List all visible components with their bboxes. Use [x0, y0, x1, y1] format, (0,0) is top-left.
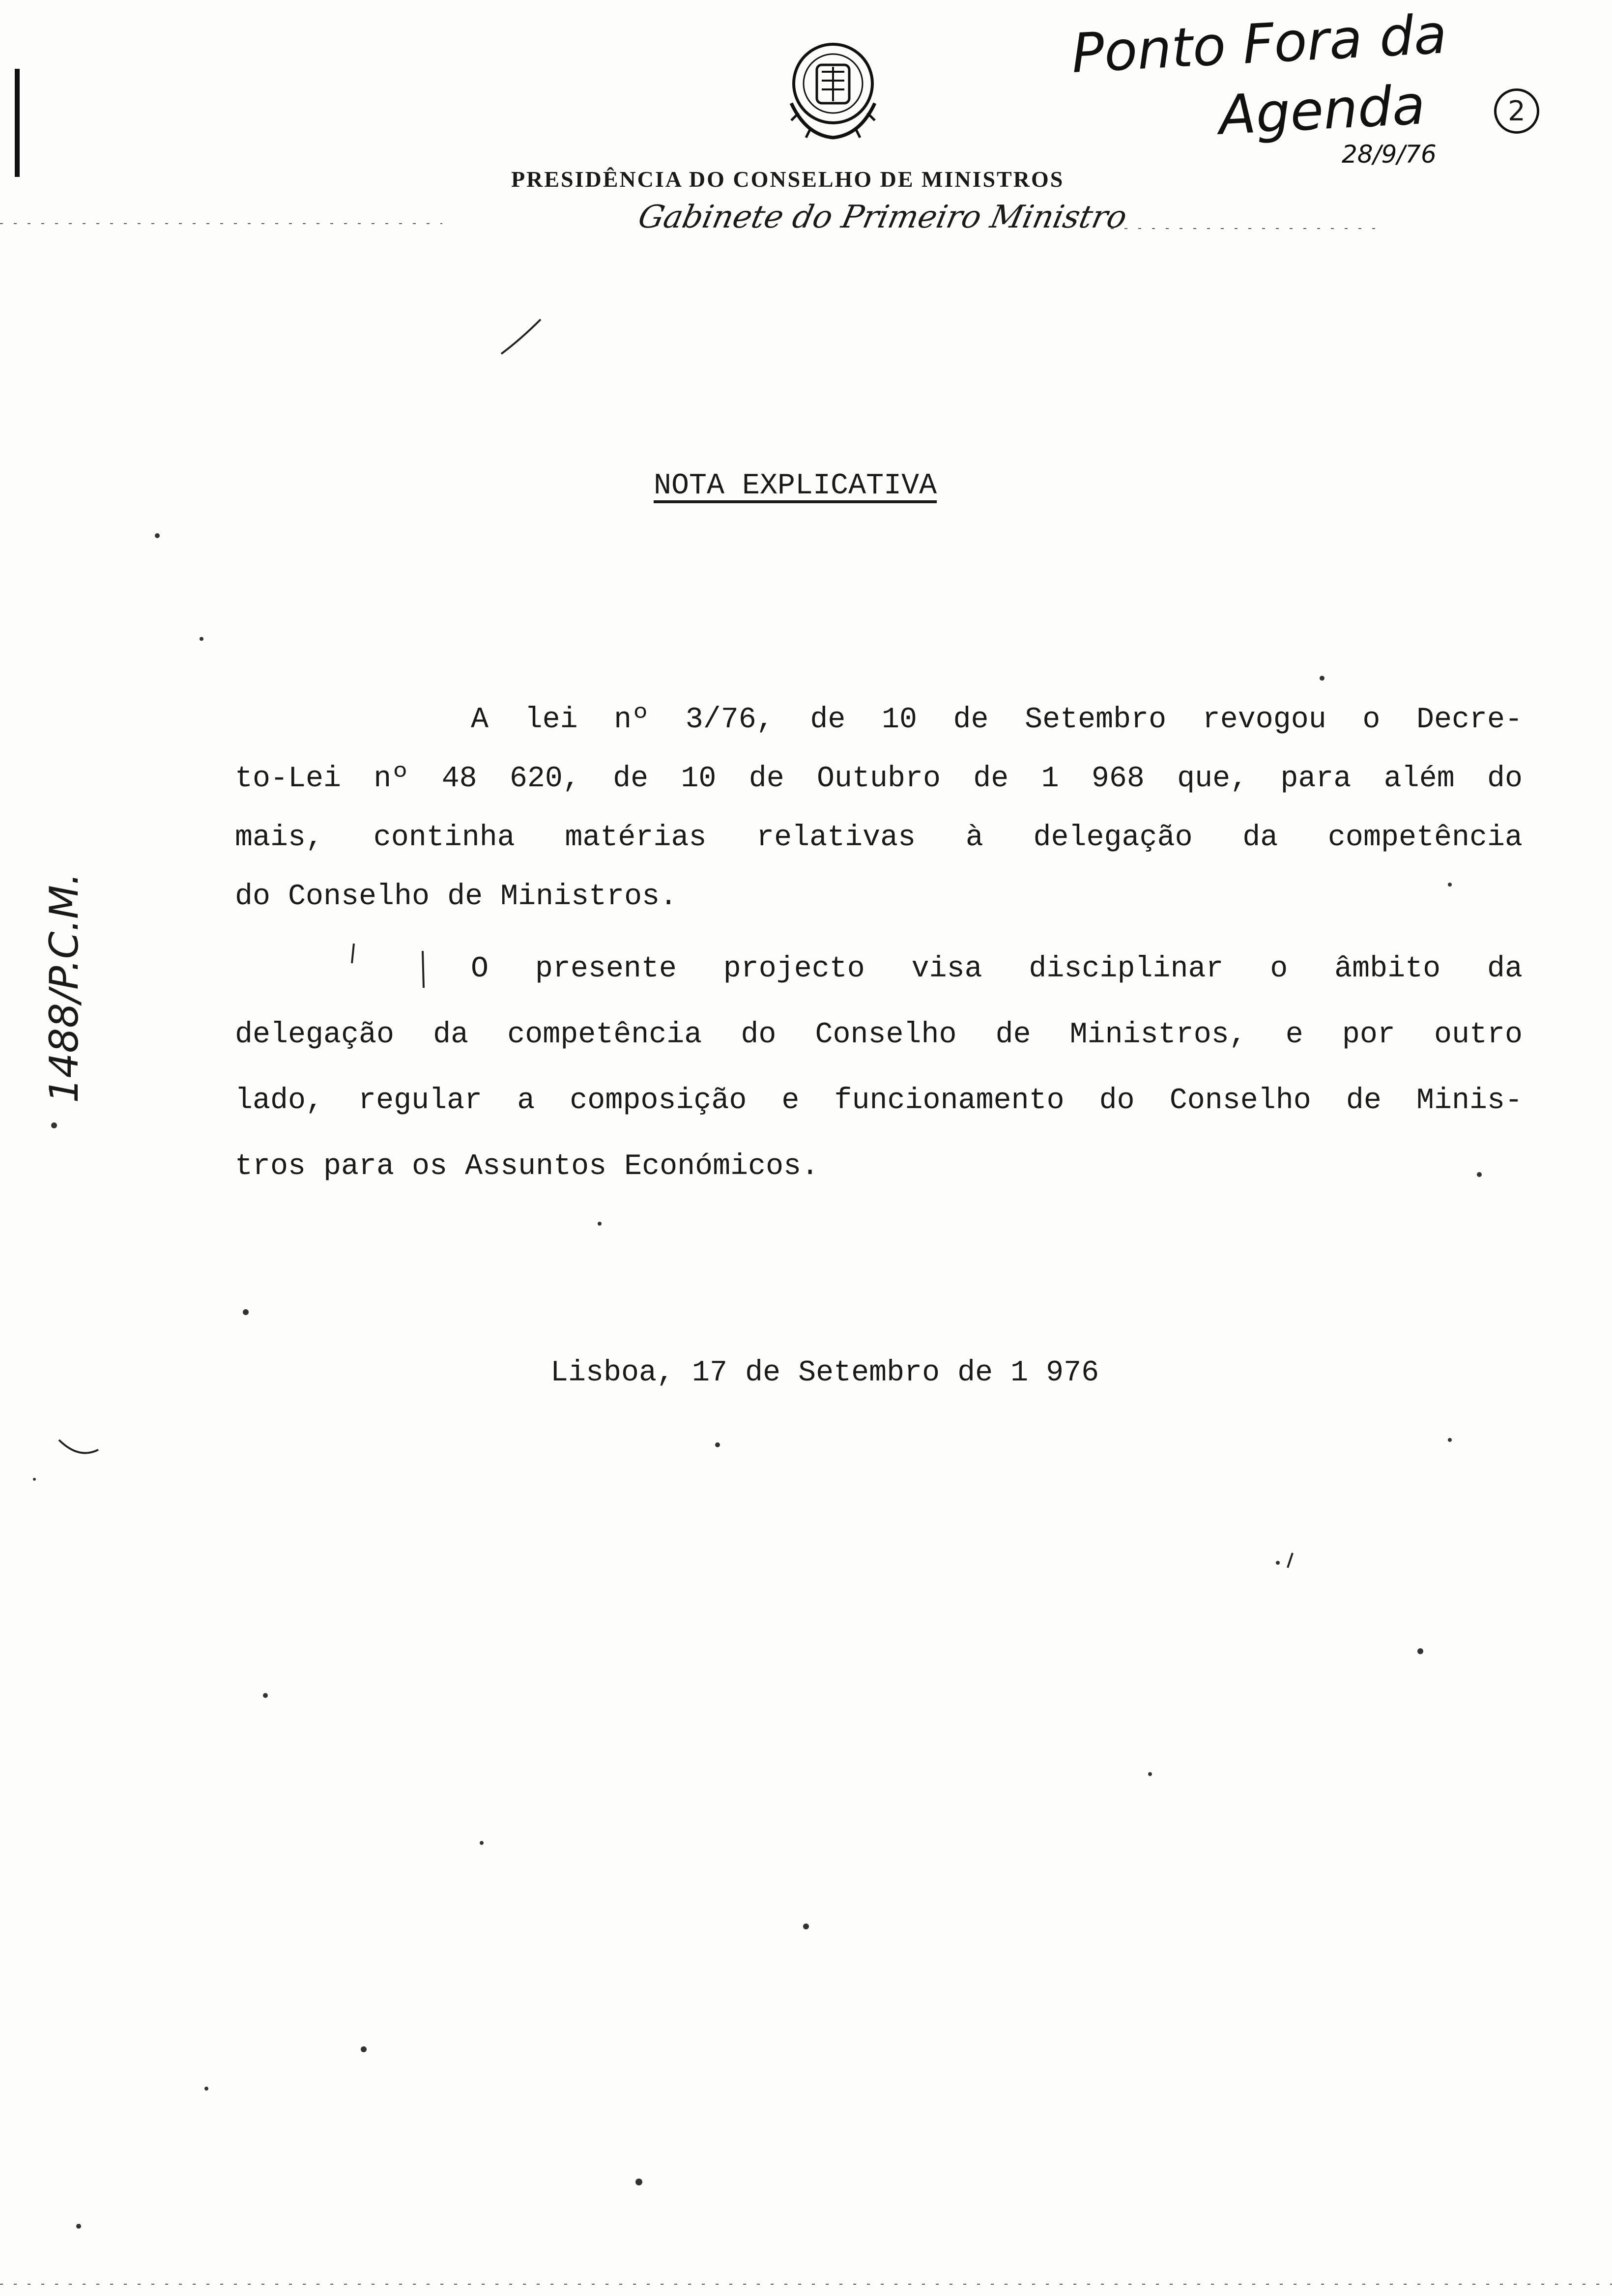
handwritten-margin-reference: 1488/P.C.M. — [41, 872, 87, 1103]
paragraph-line: lado, regular a composição e funcionamento do Conselho de Minis- — [235, 1084, 1523, 1118]
cabinet-subtitle: Gabinete do Primeiro Ministro — [635, 199, 1130, 235]
handwritten-date: 28/9/76 — [1342, 140, 1437, 169]
paragraph-2 — [235, 936, 1523, 1200]
paragraph-line: O presente projecto visa disciplinar o âmbito da — [471, 952, 1523, 986]
state-emblem-icon — [777, 29, 890, 147]
place-and-date: Lisboa, 17 de Setembro de 1 976 — [550, 1356, 1099, 1390]
circled-page-number: 2 — [1494, 88, 1539, 134]
paragraph-line: to-Lei nº 48 620, de 10 de Outubro de 1 968 que, para além do — [235, 762, 1523, 796]
document-heading: NOTA EXPLICATIVA — [654, 469, 937, 503]
paragraph-line: mais, continha matérias relativas à delegação da competência — [235, 821, 1523, 855]
paragraph-line: A lei nº 3/76, de 10 de Setembro revogou o Decre- — [471, 703, 1523, 737]
paragraph-line: tros para os Assuntos Económicos. — [235, 1150, 819, 1183]
paragraph-line: delegação da competência do Conselho de Ministros, e por outro — [235, 1018, 1523, 1052]
institution-title: PRESIDÊNCIA DO CONSELHO DE MINISTROS — [511, 167, 1065, 192]
paragraph-line: do Conselho de Ministros. — [235, 880, 678, 914]
paragraph-1 — [235, 690, 1523, 926]
handwritten-note-line2: Agenda — [1217, 73, 1427, 147]
margin-scan-mark — [15, 69, 20, 177]
handwritten-note-line1: Ponto Fora da — [1070, 2, 1448, 85]
